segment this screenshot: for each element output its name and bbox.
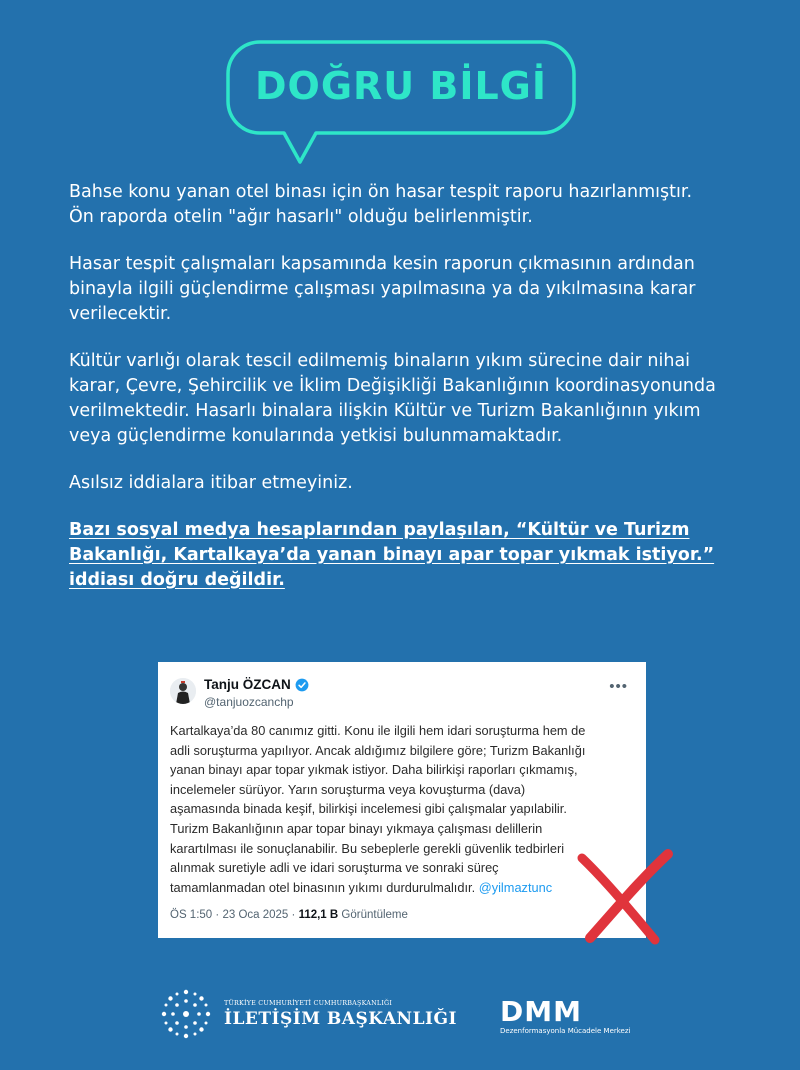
author-handle[interactable]: @tanjuozcanchp bbox=[204, 695, 294, 709]
tweet-line: alınmak suretiyle adli ve idari soruşturma ve sonraki süreç bbox=[170, 860, 499, 876]
body-text bbox=[69, 180, 769, 615]
tweet-date[interactable]: 23 Oca 2025 bbox=[222, 909, 289, 921]
separator: · bbox=[215, 909, 220, 921]
views-count: 112,1 B bbox=[298, 909, 339, 921]
verified-badge-icon bbox=[295, 678, 309, 692]
dmm-subtitle: Dezenformasyonla Mücadele Merkezi bbox=[500, 1027, 631, 1035]
text-line: binayla ilgili güçlendirme çalışması yapılmasına ya da yıkılmasına karar bbox=[69, 279, 696, 299]
separator: · bbox=[291, 909, 296, 921]
avatar-figure-icon bbox=[170, 678, 196, 704]
tweet-author[interactable] bbox=[204, 677, 309, 692]
logo-small-text: TÜRKİYE CUMHURİYETİ CUMHURBAŞKANLIĞI bbox=[224, 999, 393, 1007]
tweet-line: Turizm Bakanlığının apar topar binayı yıkmaya çalışması delillerin bbox=[170, 820, 543, 836]
tweet-line: yanan binayı apar topar yıkmak istiyor. Daha bilirkişi raporları çıkmamış, bbox=[170, 762, 578, 778]
avatar bbox=[170, 678, 196, 704]
tweet-line: aşamasında binada keşif, bilirkişi incelemesi gibi çalışmalar yapılabilir. bbox=[170, 801, 567, 817]
text-line: veya güçlendirme konularında yetkisi bulunmamaktadır. bbox=[69, 426, 563, 446]
views-label: Görüntüleme bbox=[341, 909, 408, 921]
tweet-line: karartılması ile sonuçlanabilir. Bu sebeplerle gerekli güvenlik tedbirleri bbox=[170, 840, 565, 856]
claim-line: Bakanlığı, Kartalkaya’da yanan binayı apar topar yıkmak istiyor.” bbox=[69, 545, 715, 565]
paragraph-3 bbox=[69, 349, 769, 449]
claim-line: iddiası doğru değildir. bbox=[69, 570, 285, 590]
page-title: DOĞRU BİLGİ bbox=[254, 64, 548, 108]
iletisim-logo-text bbox=[224, 999, 457, 1029]
headline-bubble bbox=[226, 40, 576, 165]
tweet-line: Kartalkaya’da 80 canımız gitti. Konu ile ilgili hem idari soruşturma hem de bbox=[170, 723, 586, 738]
mention-link[interactable]: @yilmaztunc bbox=[478, 879, 553, 895]
author-name: Tanju ÖZCAN bbox=[204, 677, 291, 692]
iletisim-logo bbox=[160, 988, 457, 1040]
text-line: verilmektedir. Hasarlı binalara ilişkin Kültür ve Turizm Bakanlığının yıkım bbox=[69, 401, 701, 421]
text-line: Hasar tespit çalışmaları kapsamında kesin raporun çıkmasının ardından bbox=[69, 254, 695, 274]
star-emblem-icon bbox=[160, 988, 212, 1040]
claim-line: Bazı sosyal medya hesaplarından paylaşılan, “Kültür ve Turizm bbox=[69, 520, 690, 540]
red-cross-icon bbox=[560, 840, 680, 950]
tweet-line-text: tamamlanmadan otel binasının yıkımı durdurulmalıdır. bbox=[170, 879, 476, 895]
text-line: karar, Çevre, Şehircilik ve İklim Değişikliği Bakanlığının koordinasyonunda bbox=[69, 376, 716, 396]
text-line: Ön raporda otelin "ağır hasarlı" olduğu belirlenmiştir. bbox=[69, 207, 533, 227]
text-line: Kültür varlığı olarak tescil edilmemiş binaların yıkım sürecine dair nihai bbox=[69, 351, 691, 371]
text-line: verilecektir. bbox=[69, 304, 172, 324]
claim-paragraph bbox=[69, 518, 769, 593]
text-line: Asılsız iddialara itibar etmeyiniz. bbox=[69, 473, 353, 493]
dmm-logo bbox=[500, 995, 631, 1035]
logo-big-text: İLETİŞİM BAŞKANLIĞI bbox=[224, 1009, 457, 1029]
paragraph-4 bbox=[69, 471, 769, 496]
tweet-line: incelemeler sürüyor. Yarın soruşturma veya kovuşturma (dava) bbox=[170, 781, 526, 797]
text-line: Bahse konu yanan otel binası için ön hasar tespit raporu hazırlanmıştır. bbox=[69, 182, 693, 202]
more-horizontal-icon[interactable]: ••• bbox=[609, 678, 628, 695]
tweet-time[interactable]: ÖS 1:50 bbox=[170, 909, 213, 921]
tweet-line: adli soruşturma yapılıyor. Ancak aldığımız bilgilere göre; Turizm Bakanlığı bbox=[170, 742, 586, 758]
paragraph-1 bbox=[69, 180, 769, 230]
dmm-logo-text: DMM bbox=[500, 995, 582, 1028]
paragraph-2 bbox=[69, 252, 769, 327]
tweet-meta bbox=[170, 909, 408, 921]
